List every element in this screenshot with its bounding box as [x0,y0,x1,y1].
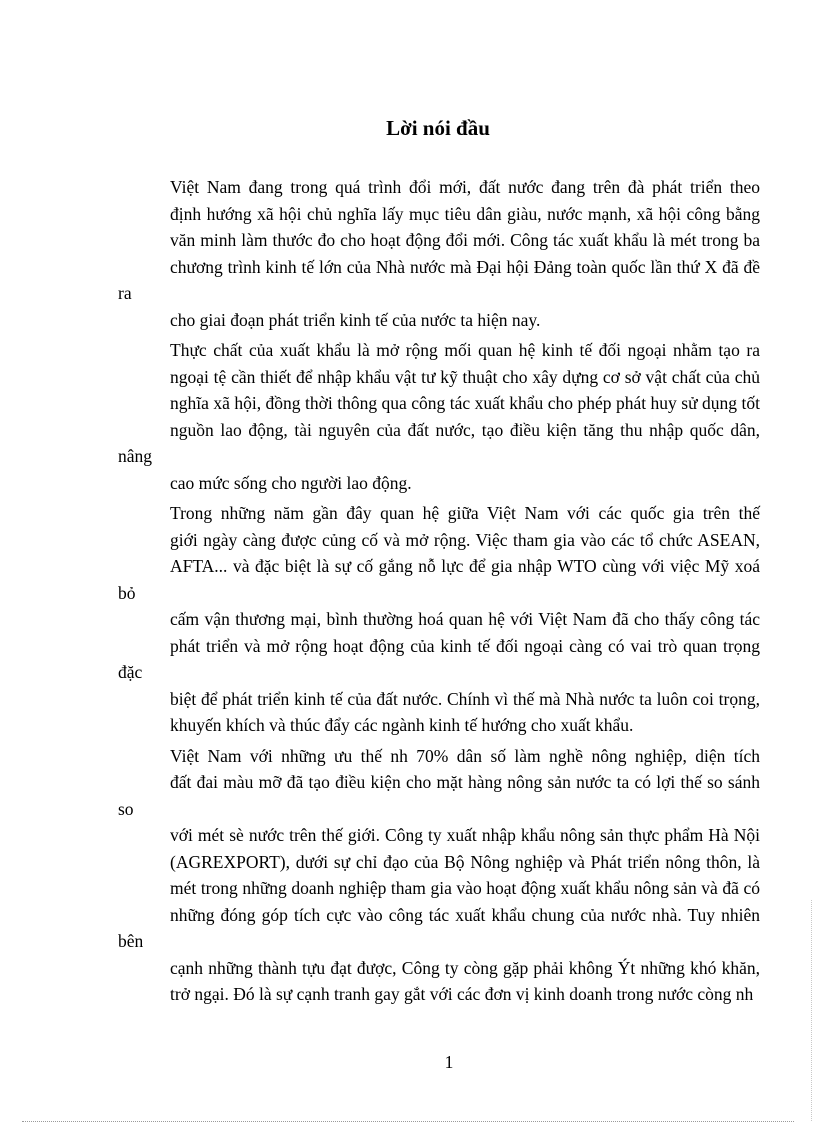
side-divider [811,900,812,1121]
text-line: trở ngại. Đó là sự cạnh tranh gay gắt với các đơn vị kinh doanh trong nước còng nh [170,984,754,1004]
text-line: đất đai màu mỡ đã tạo điều kiện cho mặt hàng nông sản nước ta có lợi thế so sánh so [118,772,760,819]
paragraph-2 [118,337,760,496]
text-line: cho giai đoạn phát triển kinh tế của nước ta hiện nay. [170,309,541,330]
text-line: văn minh làm thước đo cho hoạt động đổi mới. Công tác xuất khẩu là mét trong ba [170,230,760,250]
text-line: giới ngày càng được củng cố và mở rộng. Việc tham gia vào các tổ chức ASEAN, [170,529,760,550]
text-line: định hướng xã hội chủ nghĩa lấy mục tiêu dân giàu, nước mạnh, xã hội công bằng [170,203,760,224]
text-line: nguồn lao động, tài nguyên của đất nước, tạo điều kiện tăng thu nhập quốc dân, nâng [118,419,760,466]
text-line: khuyến khích và thúc đẩy các ngành kinh tế hướng cho xuất khẩu. [170,715,634,735]
page-number: 1 [444,1052,454,1072]
text-line: với mét sè nước trên thế giới. Công ty xuất nhập khẩu nông sản thực phẩm Hà Nội [170,825,760,845]
text-line: mét trong những doanh nghiệp tham gia vào hoạt động xuất khẩu nông sản và đã có [170,878,760,898]
text-line: phát triển và mở rộng hoạt động của kinh tế đối ngoại càng có vai trò quan trọng đặc [118,635,760,682]
text-line: Việt Nam với những ưu thế nh 70% dân số làm nghề nông nghiệp, diện tích [170,745,760,766]
text-line: cạnh những thành tựu đạt được, Công ty còng gặp phải không Ýt những khó khăn, [170,957,760,978]
text-line: những đóng góp tích cực vào công tác xuất khẩu chung của nước nhà. Tuy nhiên bên [118,904,760,951]
paragraph-3 [118,500,760,739]
text-line: AFTA... và đặc biệt là sự cố gắng nỗ lực để gia nhập WTO cùng với việc Mỹ xoá bỏ [118,556,760,603]
text-line: Việt Nam đang trong quá trình đổi mới, đất nước đang trên đà phát triển theo [170,177,760,197]
text-line: ngoại tệ cần thiết để nhập khẩu vật tư kỹ thuật cho xây dựng cơ sở vật chất của chủ [170,366,760,387]
text-line: biệt để phát triển kinh tế của đất nước. Chính vì thế mà Nhà nước ta luôn coi trọng, [170,688,760,709]
text-line: cấm vận thương mại, bình thường hoá quan hệ với Việt Nam đã cho thấy công tác [170,609,760,629]
text-line: Thực chất của xuất khẩu là mở rộng mối quan hệ kinh tế đối ngoại nhằm tạo ra [170,340,760,360]
body-text [118,174,760,1012]
text-line: (AGREXPORT), dưới sự chỉ đạo của Bộ Nông nghiệp và Phát triển nông thôn, là [170,851,760,872]
text-line: nghĩa xã hội, đồng thời thông qua công tác xuất khẩu cho phép phát huy sử dụng tốt [170,393,760,413]
text-line: chương trình kinh tế lớn của Nhà nước mà Đại hội Đảng toàn quốc lần thứ X đã đề ra [118,256,760,303]
paragraph-1 [118,174,760,333]
footer-divider [22,1121,794,1122]
text-line: cao mức sống cho người lao động. [170,472,412,493]
text-line: Trong những năm gần đây quan hệ giữa Việt Nam với các quốc gia trên thế [170,503,760,523]
paragraph-4 [118,743,760,1008]
page-title: Lời nói đầu [386,116,490,140]
